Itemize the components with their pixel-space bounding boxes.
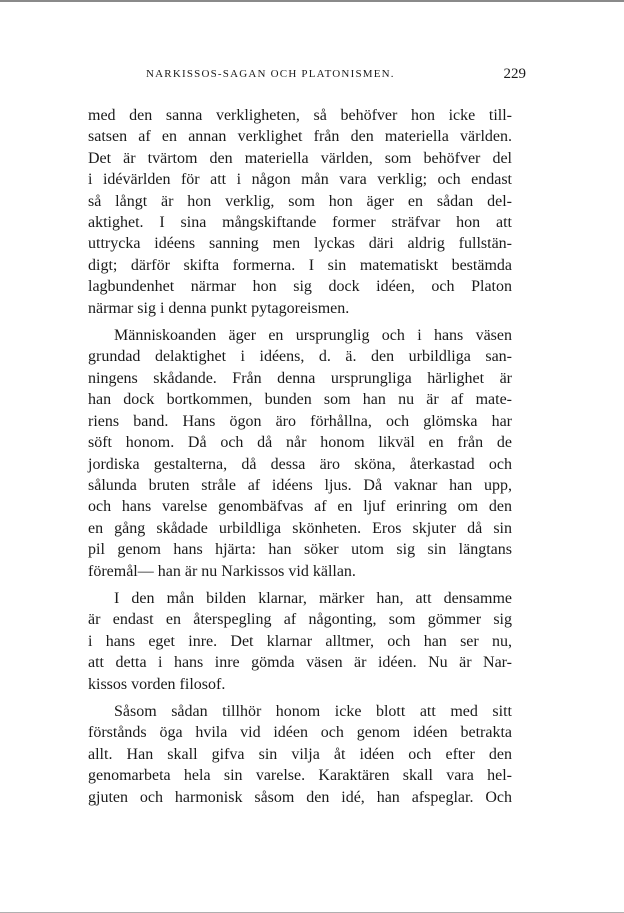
- text-line: söft honom. Då och då når honom likväl en från de: [88, 434, 512, 452]
- body-text: [88, 105, 512, 808]
- text-line: uttrycka idéens sanning men lyckas däri aldrig fullstän-: [88, 235, 512, 253]
- text-line: så långt är hon verklig, som hon äger en sådan del-: [88, 192, 512, 210]
- text-line: Det är tvärtom den materiella världen, som behöfver del: [88, 149, 512, 167]
- text-line: i hans eget inre. Det klarnar alltmer, och han ser nu,: [88, 632, 512, 650]
- text-line: kissos vorden filosof.: [88, 675, 226, 693]
- text-line: närmar sig i denna punkt pytagoreismen.: [88, 299, 350, 317]
- text-line: Såsom sådan tillhör honom icke blott att med sitt: [114, 702, 512, 720]
- paragraph-4: [88, 701, 512, 808]
- text-line: satsen af en annan verklighet från den materiella världen.: [88, 128, 512, 146]
- text-line: aktighet. I sina mångskiftande former sträfvar hon att: [88, 214, 512, 232]
- top-edge-rule: [0, 0, 624, 2]
- text-line: I den mån bilden klarnar, märker han, att densamme: [114, 589, 512, 607]
- page-header: [90, 65, 526, 85]
- page-number: 229: [503, 66, 526, 82]
- text-line: lagbundenhet närmar hon sig dock idéen, och Platon: [88, 278, 512, 296]
- text-line: genomarbeta hela sin varelse. Karaktären skall vara hel-: [88, 767, 512, 785]
- text-line: en gång skådade urbildliga skönheten. Eros skjuter då sin: [88, 519, 512, 537]
- text-line: att detta i hans inre gömda väsen är idéen. Nu är Nar-: [88, 654, 512, 672]
- text-line: digt; därför skifta formerna. I sin matematiskt bestämda: [88, 256, 512, 274]
- text-line: föremål— han är nu Narkissos vid källan.: [88, 562, 356, 580]
- text-line: är endast en återspegling af någonting, som gömmer sig: [88, 611, 512, 629]
- paragraph-1: [88, 105, 512, 319]
- paragraph-2: [88, 325, 512, 582]
- text-line: i idévärlden för att i någon mån vara verklig; och endast: [88, 171, 512, 189]
- text-line: grundad delaktighet i idéens, d. ä. den urbildliga san-: [88, 348, 512, 366]
- paragraph-3: [88, 588, 512, 695]
- text-line: sålunda bruten stråle af idéens ljus. Då vaknar han upp,: [88, 476, 512, 494]
- text-line: förstånds öga hvila vid idéen och genom idéen betrakta: [88, 724, 512, 742]
- text-line: Människoanden äger en ursprunglig och i hans väsen: [114, 327, 512, 345]
- text-line: allt. Han skall gifva sin vilja åt idéen och efter den: [88, 745, 512, 763]
- text-line: pil genom hans hjärta: han söker utom sig sin längtans: [88, 541, 512, 559]
- text-line: och hans varelse genombäfvas af en ljuf erinring om den: [88, 498, 512, 516]
- text-line: jordiska gestalterna, då dessa äro sköna, återkastad och: [88, 455, 512, 473]
- running-head: NARKISSOS-SAGAN OCH PLATONISMEN.: [146, 68, 395, 80]
- text-line: ningens skådande. Från denna ursprungliga härlighet är: [88, 369, 512, 387]
- text-line: han dock bortkommen, bunden som han nu är af mate-: [88, 391, 512, 409]
- text-line: med den sanna verkligheten, så behöfver hon icke till-: [88, 107, 512, 124]
- text-line: gjuten och harmonisk såsom den idé, han afspeglar. Och: [88, 788, 512, 806]
- text-line: riens band. Hans ögon äro förhållna, och glömska har: [88, 412, 512, 430]
